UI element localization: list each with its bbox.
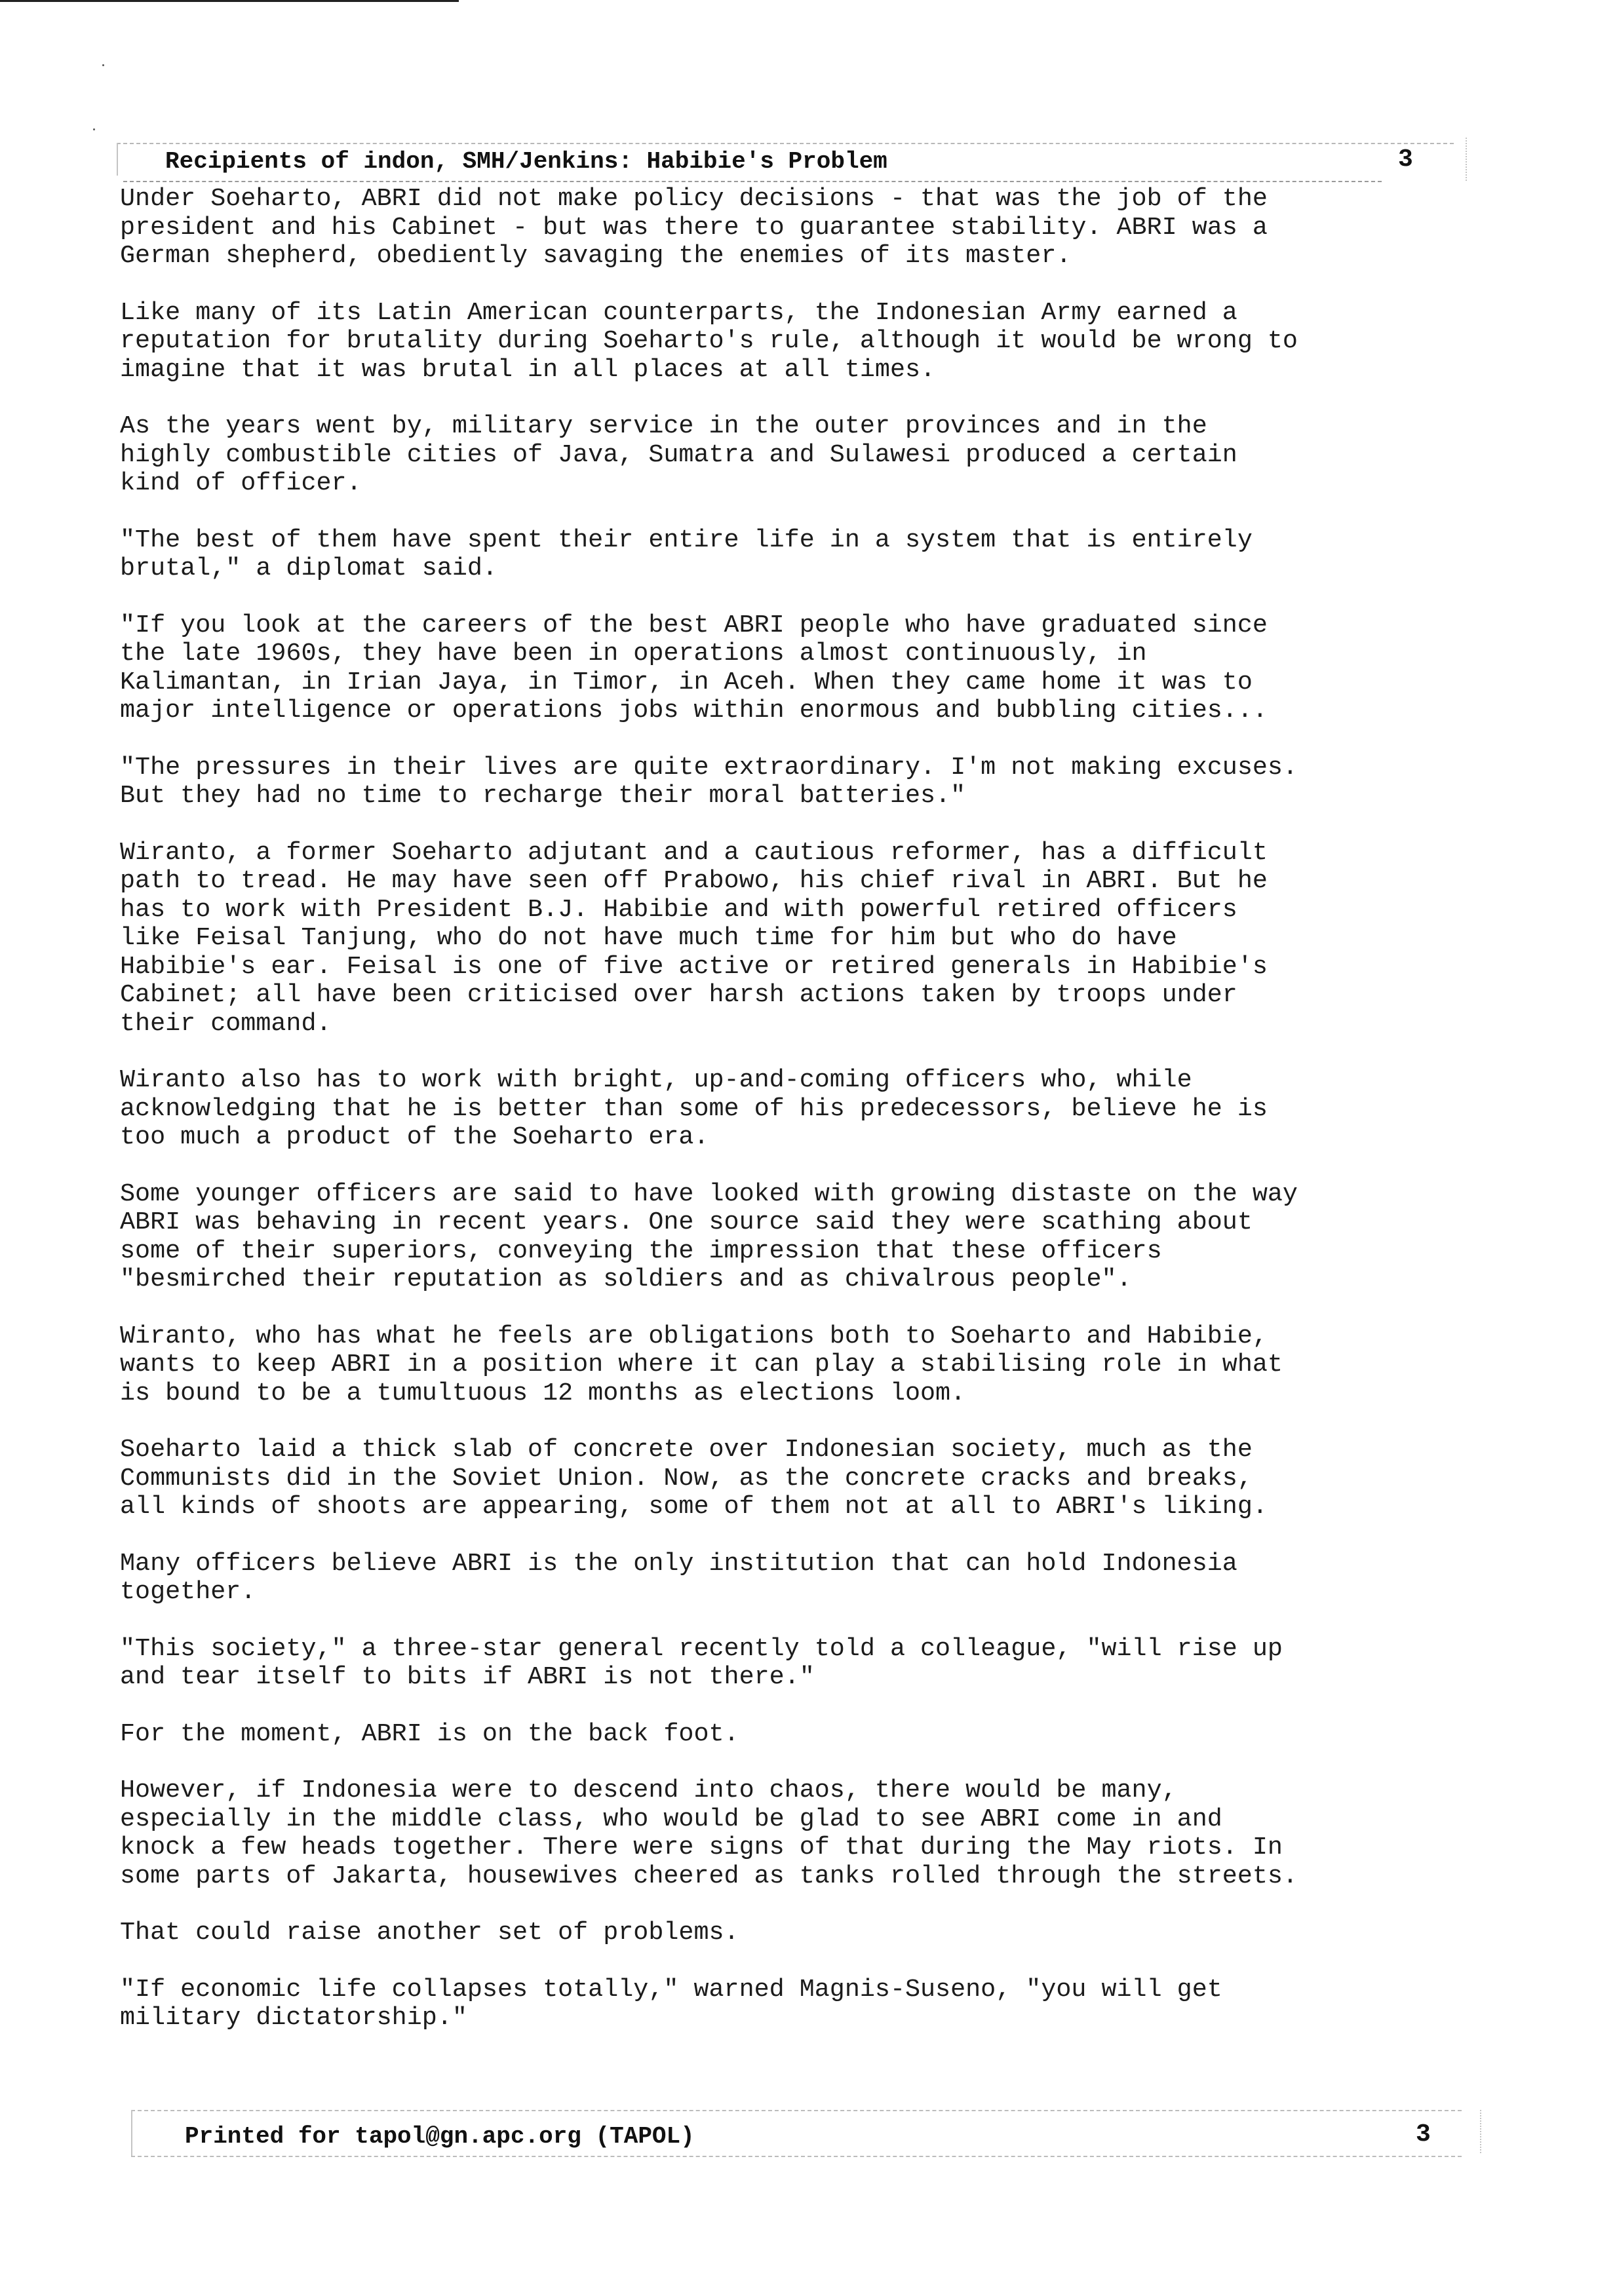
- paragraph: "If you look at the careers of the best ABRI people who have graduated since the late 1960s, they have been in operations almost continuously, in Kalimantan, in Irian Jaya, in Timor, in Aceh. When they came home it was to major intelligence or operations jobs within enormous and bubbling cities...: [120, 610, 1268, 725]
- header-frame: [1466, 138, 1467, 181]
- paragraph: "The best of them have spent their entire life in a system that is entirely brutal," a diplomat said.: [120, 525, 1253, 583]
- paragraph: For the moment, ABRI is on the back foot.: [120, 1719, 739, 1748]
- footer-frame: [131, 2156, 1462, 2157]
- paragraph: Wiranto, who has what he feels are obligations both to Soeharto and Habibie, wants to keep ABRI in a position where it can play a stabilising role in what is bound to be a tumultuous 12 months as elections loom.: [120, 1321, 1283, 1407]
- paragraph: As the years went by, military service in the outer provinces and in the highly combustible cities of Java, Sumatra and Sulawesi produced a certain kind of officer.: [120, 411, 1237, 497]
- footer-page-number: 3: [1416, 2120, 1431, 2149]
- footer-printed-for: Printed for tapol@gn.apc.org (TAPOL): [185, 2123, 695, 2150]
- paragraph: "If economic life collapses totally," warned Magnis-Suseno, "you will get military dictatorship.": [120, 1974, 1222, 2032]
- scan-edge-mark: [0, 0, 459, 2]
- paragraph: Some younger officers are said to have looked with growing distaste on the way ABRI was behaving in recent years. One source said they were scathing about some of their superiors, conveying the impression that these officers "besmirched their reputation as soldiers and as chivalrous people".: [120, 1179, 1298, 1293]
- paragraph: Under Soeharto, ABRI did not make policy decisions - that was the job of the president and his Cabinet - but was there to guarantee stability. ABRI was a German shepherd, obediently savaging the enemies of its master.: [120, 184, 1268, 270]
- footer-frame: [1480, 2110, 1481, 2153]
- paragraph: Wiranto, a former Soeharto adjutant and a cautious reformer, has a difficult path to tread. He may have seen off Prabowo, his chief rival in ABRI. But he has to work with President B.J. Habibie and with powerful retired officers like Feisal Tanjung, who do not have much time for him but who do have Habibie's ear. Feisal is one of five active or retired generals in Habibie's Cabinet; all have been criticised over harsh actions taken by troops under their command.: [120, 837, 1268, 1038]
- header-frame: [117, 143, 118, 176]
- paragraph: "The pressures in their lives are quite extraordinary. I'm not making excuses. But they had no time to recharge their moral batteries.": [120, 752, 1298, 810]
- paragraph: Wiranto also has to work with bright, up-and-coming officers who, while acknowledging that he is better than some of his predecessors, believe he is too much a product of the Soeharto era.: [120, 1065, 1268, 1151]
- page-footer: [131, 2110, 1481, 2169]
- header-frame: [117, 143, 1454, 144]
- scan-speck: [102, 64, 104, 66]
- footer-frame: [131, 2110, 132, 2156]
- header-rule: [123, 181, 1382, 182]
- paragraph: Like many of its Latin American counterparts, the Indonesian Army earned a reputation for brutality during Soeharto's rule, although it would be wrong to imagine that it was brutal in all places at all times.: [120, 297, 1298, 384]
- paragraph: That could raise another set of problems.: [120, 1918, 739, 1947]
- paragraph: However, if Indonesia were to descend into chaos, there would be many, especially in the middle class, who would be glad to see ABRI come in and knock a few heads together. There were signs of that during the May riots. In some parts of Jakarta, housewives cheered as tanks rolled through the streets.: [120, 1776, 1298, 1890]
- header-page-number: 3: [1398, 145, 1413, 174]
- page-header: [117, 138, 1467, 186]
- paragraph: "This society," a three-star general recently told a colleague, "will rise up and tear itself to bits if ABRI is not there.": [120, 1634, 1283, 1691]
- header-title: Recipients of indon, SMH/Jenkins: Habibie's Problem: [165, 148, 887, 175]
- paragraph: Soeharto laid a thick slab of concrete over Indonesian society, much as the Communists did in the Soviet Union. Now, as the concrete cracks and breaks, all kinds of shoots are appearing, some of them not at all to ABRI's liking.: [120, 1435, 1268, 1521]
- paragraph: Many officers believe ABRI is the only institution that can hold Indonesia together.: [120, 1548, 1237, 1606]
- footer-frame: [131, 2110, 1462, 2111]
- article-body: [120, 185, 1431, 2061]
- scan-speck: [93, 128, 95, 130]
